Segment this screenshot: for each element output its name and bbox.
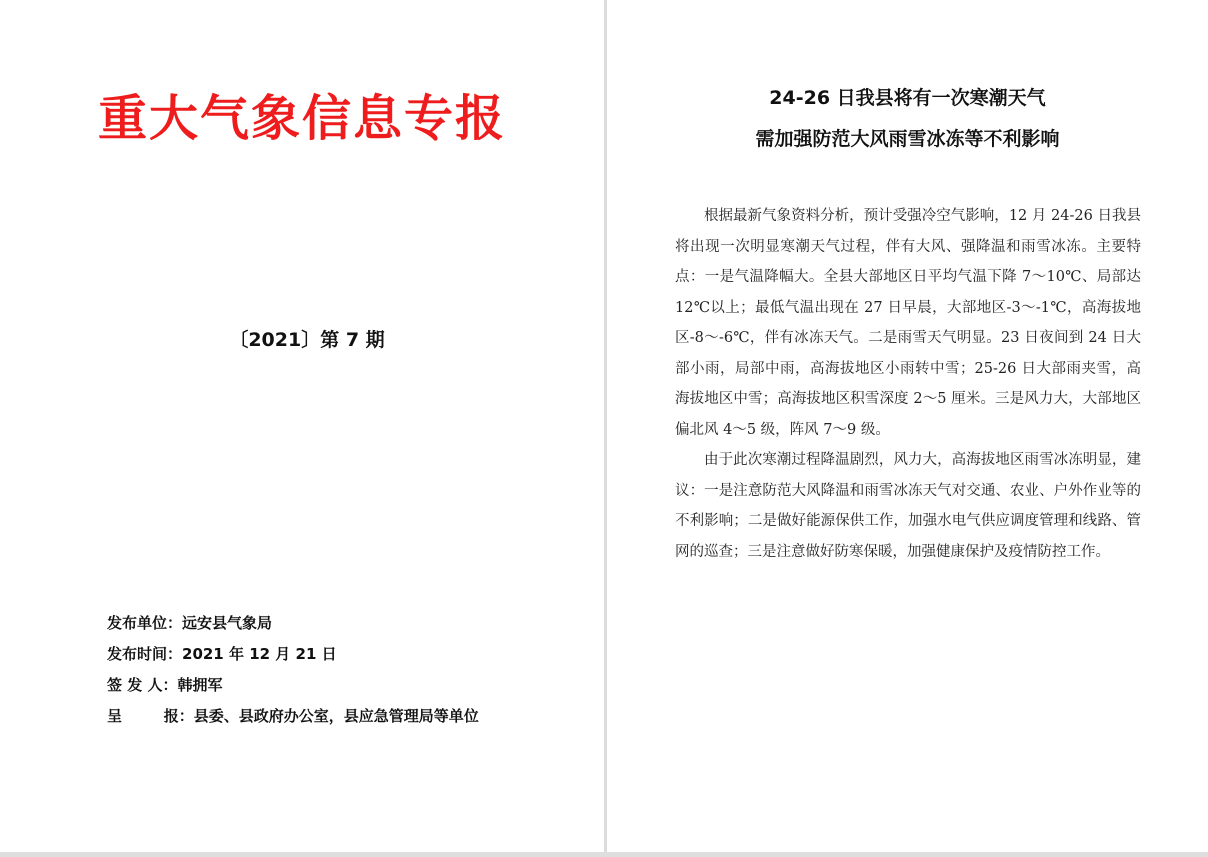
publisher-line: 发布单位：远安县气象局 [107,614,273,632]
publish-date-line: 发布时间：2021 年 12 月 21 日 [107,645,337,663]
article-headline-line1: 24-26 日我县将有一次寒潮天气 [769,87,1046,109]
page-bottom-edge [0,852,1208,857]
recipients-line: 呈 报：县委、县政府办公室，县应急管理局等单位 [107,707,479,725]
article-paragraph: 由于此次寒潮过程降温剧烈，风力大，高海拔地区雨雪冰冻明显，建议：一是注意防范大风降温和雨雪冰冻天气对交通、农业、户外作业等的不利影响；二是做好能源保供工作，加强水电气供应调度管理和线路、管网的巡查；三是注意做好防寒保暖，加强健康保护及疫情防控工作。 [675,452,1141,560]
article-body [675,201,1141,567]
issue-number: 〔2021〕第 7 期 [229,329,385,351]
issuer-line: 签 发 人：韩拥军 [107,676,223,694]
publication-info [107,608,479,732]
article-headline-line2: 需加强防范大风雨雪冰冻等不利影响 [755,128,1060,150]
article-paragraph: 根据最新气象资料分析，预计受强冷空气影响，12 月 24-26 日我县将出现一次明显寒潮天气过程，伴有大风、强降温和雨雪冰冻。主要特点：一是气温降幅大。全县大部地区日平均气温下降 7～10℃、局部达 12℃以上；最低气温出现在 27 日早晨，大部地区-3～-1℃，高海拔地区-8～-6℃，伴有冰冻天气。二是雨雪天气明显。23 日夜间到 24 日大部小雨，局部中雨，高海拔地区小雨转中雪；25-26 日大部雨夹雪，高海拔地区中雪；高海拔地区积雪深度 2～5 厘米。三是风力大，大部地区偏北风 4～5 级，阵风 7～9 级。 [675,208,1141,438]
cover-title: 重大气象信息专报 [97,89,506,147]
